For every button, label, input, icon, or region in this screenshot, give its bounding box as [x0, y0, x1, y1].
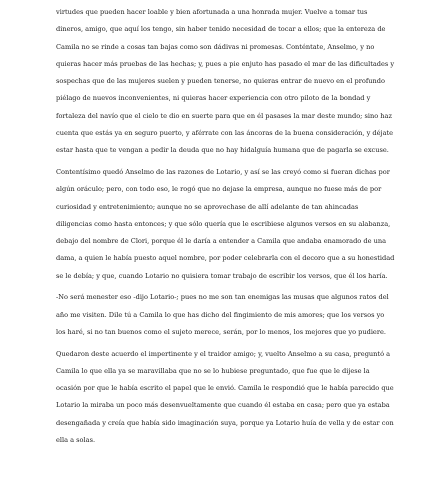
text-line: Contentísimo quedó Anselmo de las razones de Lotario, y así se las creyó como si fueran dichas por — [56, 167, 390, 176]
text-line: piélago de nuevos inconvenientes, ni quieras hacer experiencia con otro piloto de la bondad y — [56, 94, 371, 103]
paragraph-1 — [56, 4, 396, 160]
document-body — [56, 4, 396, 454]
text-line: dama, a quien le había puesto aquel nombre, por poder celebrarla con el decoro que a su honestidad — [56, 254, 395, 263]
text-line: Camila lo que ella ya se maravillaba que no se lo hubiese preguntado, que fue que le dijese la — [56, 366, 370, 375]
text-line: año me visiten. Dile tú a Camila lo que has dicho del fingimiento de mis amores; que los versos yo — [56, 310, 385, 319]
text-line: sospechas que de las mujeres suelen y pueden tenerse, no quieras entrar de nuevo en el profundo — [56, 77, 385, 86]
text-line: Camila no se rinde a cosas tan bajas como son dádivas ni promesas. Conténtate, Anselmo, y no — [56, 42, 375, 51]
text-line: desengañada y creía que había sido imaginación suya, porque ya Lotario huía de vella y de estar con — [56, 418, 394, 427]
paragraph-2 — [56, 164, 396, 285]
text-line: diligencias como hasta entonces; y que sólo quería que le escribiese algunos versos en su alabanza, — [56, 219, 391, 228]
text-line: ocasión por que le había escrito el papel que le envió. Camila le respondió que le había parecido que — [56, 384, 394, 393]
text-line: Lotario la miraba un poco más desenvueltamente que cuando él estaba en casa; pero que ya estaba — [56, 401, 390, 410]
text-line: los haré, si no tan buenos como el sujeto merece, serán, por lo menos, los mejores que yo pudiere. — [56, 327, 386, 336]
text-line: ella a solas. — [56, 436, 96, 445]
text-line: se le debía; y que, cuando Lotario no quisiera tomar trabajo de escribir los versos, que él los haría. — [56, 271, 388, 280]
text-line: dineros, amigo, que aquí los tengo, sin haber tenido necesidad de tocar a ellos; que la entereza de — [56, 25, 386, 34]
text-line: algún oráculo; pero, con todo eso, le rogó que no dejase la empresa, aunque no fuese más de por — [56, 185, 382, 194]
text-line: -No será menester eso -dijo Lotario-; pues no me son tan enemigas las musas que algunos ratos del — [56, 293, 389, 302]
text-line: quieras hacer más pruebas de las hechas; y, pues a pie enjuto has pasado el mar de las dificultades y — [56, 59, 395, 68]
text-line: curiosidad y entretenimiento; aunque no se aprovechase de allí adelante de tan ahincadas — [56, 202, 359, 211]
text-line: debajo del nombre de Clori, porque él le daría a entender a Camila que andaba enamorado de una — [56, 237, 387, 246]
text-line: estar hasta que te vengan a pedir la deuda que no hay hidalguía humana que de pagarla se excuse. — [56, 146, 389, 155]
paragraph-3 — [56, 289, 396, 341]
paragraph-4 — [56, 346, 396, 450]
text-line: Quedaron deste acuerdo el impertinente y el traidor amigo; y, vuelto Anselmo a su casa, preguntó a — [56, 349, 391, 358]
text-line: fortaleza del navío que el cielo te dio en suerte para que en él pasases la mar deste mundo; sino haz — [56, 111, 392, 120]
text-line: virtudes que pueden hacer loable y bien afortunada a una honrada mujer. Vuelve a tomar tus — [56, 8, 368, 16]
text-line: cuenta que estás ya en seguro puerto, y aférrate con las áncoras de la buena consideración, y déjate — [56, 129, 394, 138]
